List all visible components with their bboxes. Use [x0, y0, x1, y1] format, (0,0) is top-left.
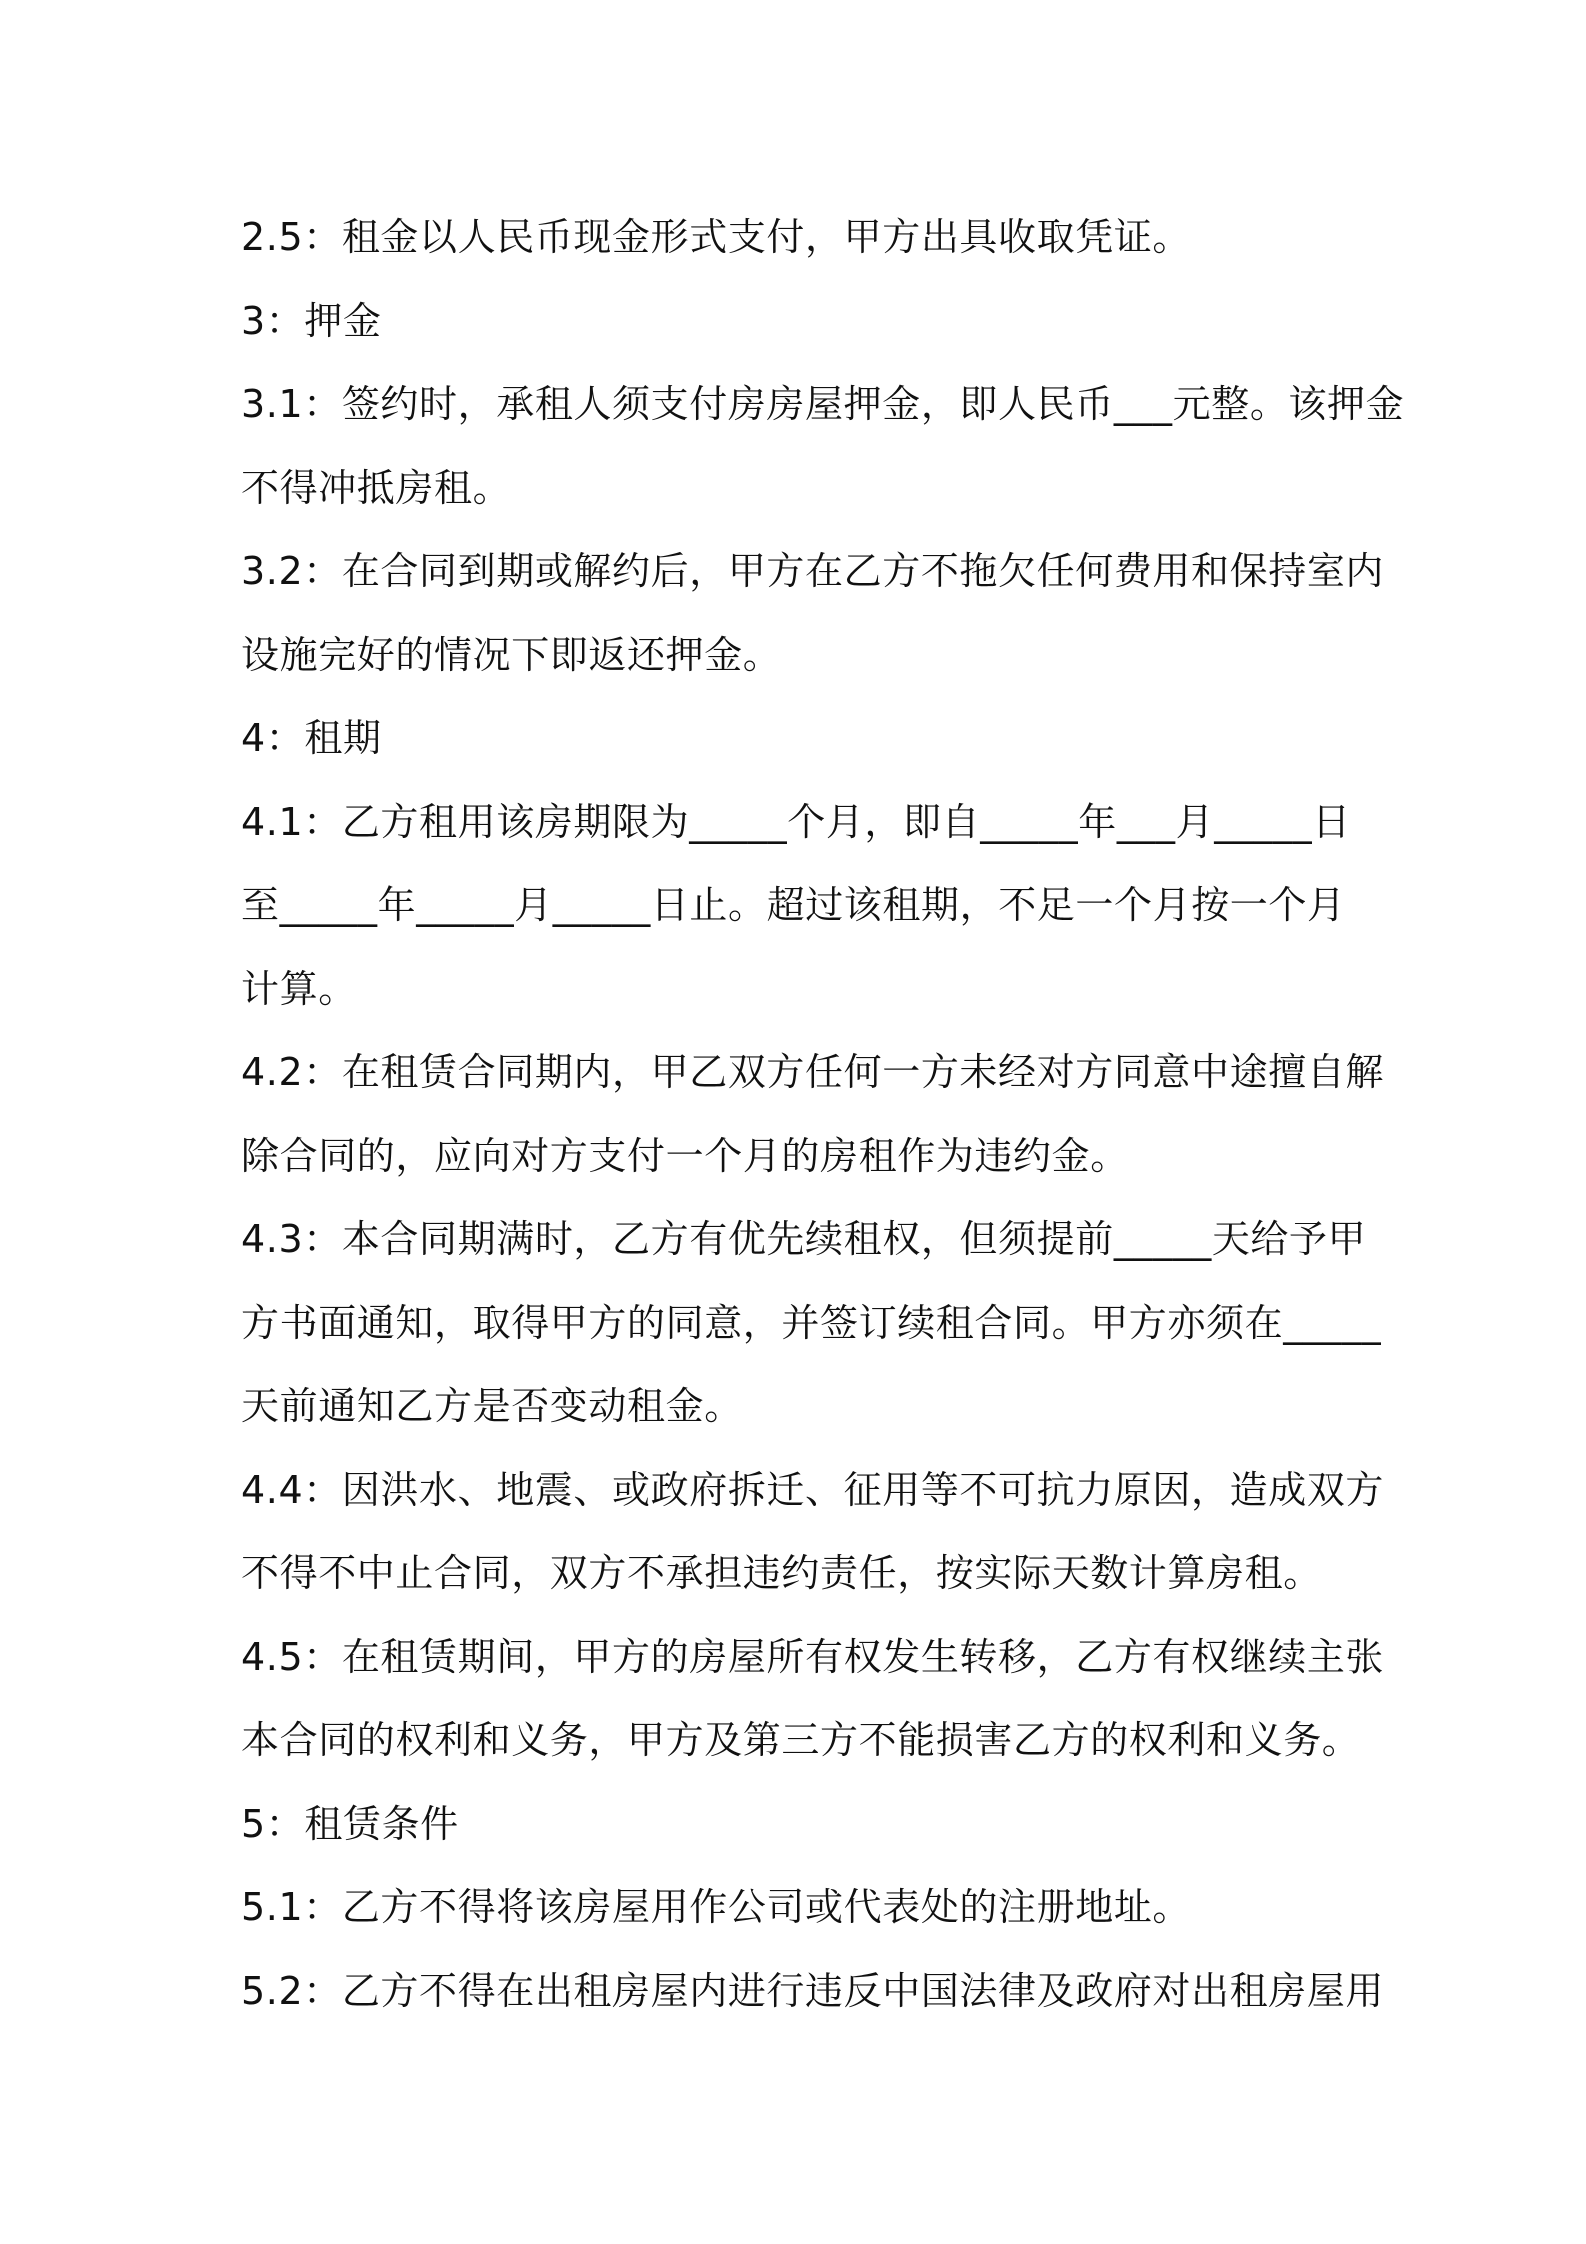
clause-4-3-line-1: 4.3：本合同期满时，乙方有优先续租权，但须提前_____天给予甲: [241, 1217, 1367, 1261]
clause-3-2-line-2: 设施完好的情况下即返还押金。: [241, 632, 782, 677]
clause-3-1-line-2: 不得冲抵房租。: [241, 465, 512, 510]
clause-4-1-line-1: 4.1：乙方租用该房期限为_____个月，即自_____年___月_____日: [241, 799, 1351, 844]
clause-4-4-line-1: 4.4：因洪水、地震、或政府拆迁、征用等不可抗力原因，造成双方: [241, 1467, 1385, 1512]
clause-4-2-line-2: 除合同的，应向对方支付一个月的房租作为违约金。: [241, 1133, 1129, 1178]
clause-2-5-line: 2.5：租金以人民币现金形式支付，甲方出具收取凭证。: [241, 215, 1192, 259]
clause-4-2-line-1: 4.2：在租赁合同期内，甲乙双方任何一方未经对方同意中途擅自解: [241, 1050, 1385, 1094]
document-body: [241, 196, 1405, 2033]
clause-4-5-line-2: 本合同的权利和义务，甲方及第三方不能损害乙方的权利和义务。: [241, 1718, 1361, 1762]
clause-4-1-line-2: 至_____年_____月_____日止。超过该租期，不足一个月按一个月: [241, 883, 1346, 927]
section-3-heading: 3：押金: [241, 298, 382, 343]
section-5-heading: 5：租赁条件: [241, 1801, 459, 1846]
clause-3-2-line-1: 3.2：在合同到期或解约后，甲方在乙方不拖欠任何费用和保持室内: [241, 549, 1385, 593]
clause-4-4-line-2: 不得不中止合同，双方不承担违约责任，按实际天数计算房租。: [241, 1551, 1322, 1595]
clause-4-5-line-1: 4.5：在租赁期间，甲方的房屋所有权发生转移，乙方有权继续主张: [241, 1634, 1385, 1679]
section-4-heading: 4：租期: [241, 716, 382, 760]
clause-4-3-line-3: 天前通知乙方是否变动租金。: [241, 1384, 743, 1428]
clause-5-1-line: 5.1：乙方不得将该房屋用作公司或代表处的注册地址。: [241, 1885, 1192, 1929]
clause-4-1-line-3: 计算。: [241, 966, 357, 1011]
clause-5-2-line-1: 5.2：乙方不得在出租房屋内进行违反中国法律及政府对出租房屋用: [241, 1968, 1385, 2013]
clause-3-1-line-1: 3.1：签约时，承租人须支付房房屋押金，即人民币___元整。该押金: [241, 382, 1405, 426]
clause-4-3-line-2: 方书面通知，取得甲方的同意，并签订续租合同。甲方亦须在_____: [241, 1300, 1382, 1345]
